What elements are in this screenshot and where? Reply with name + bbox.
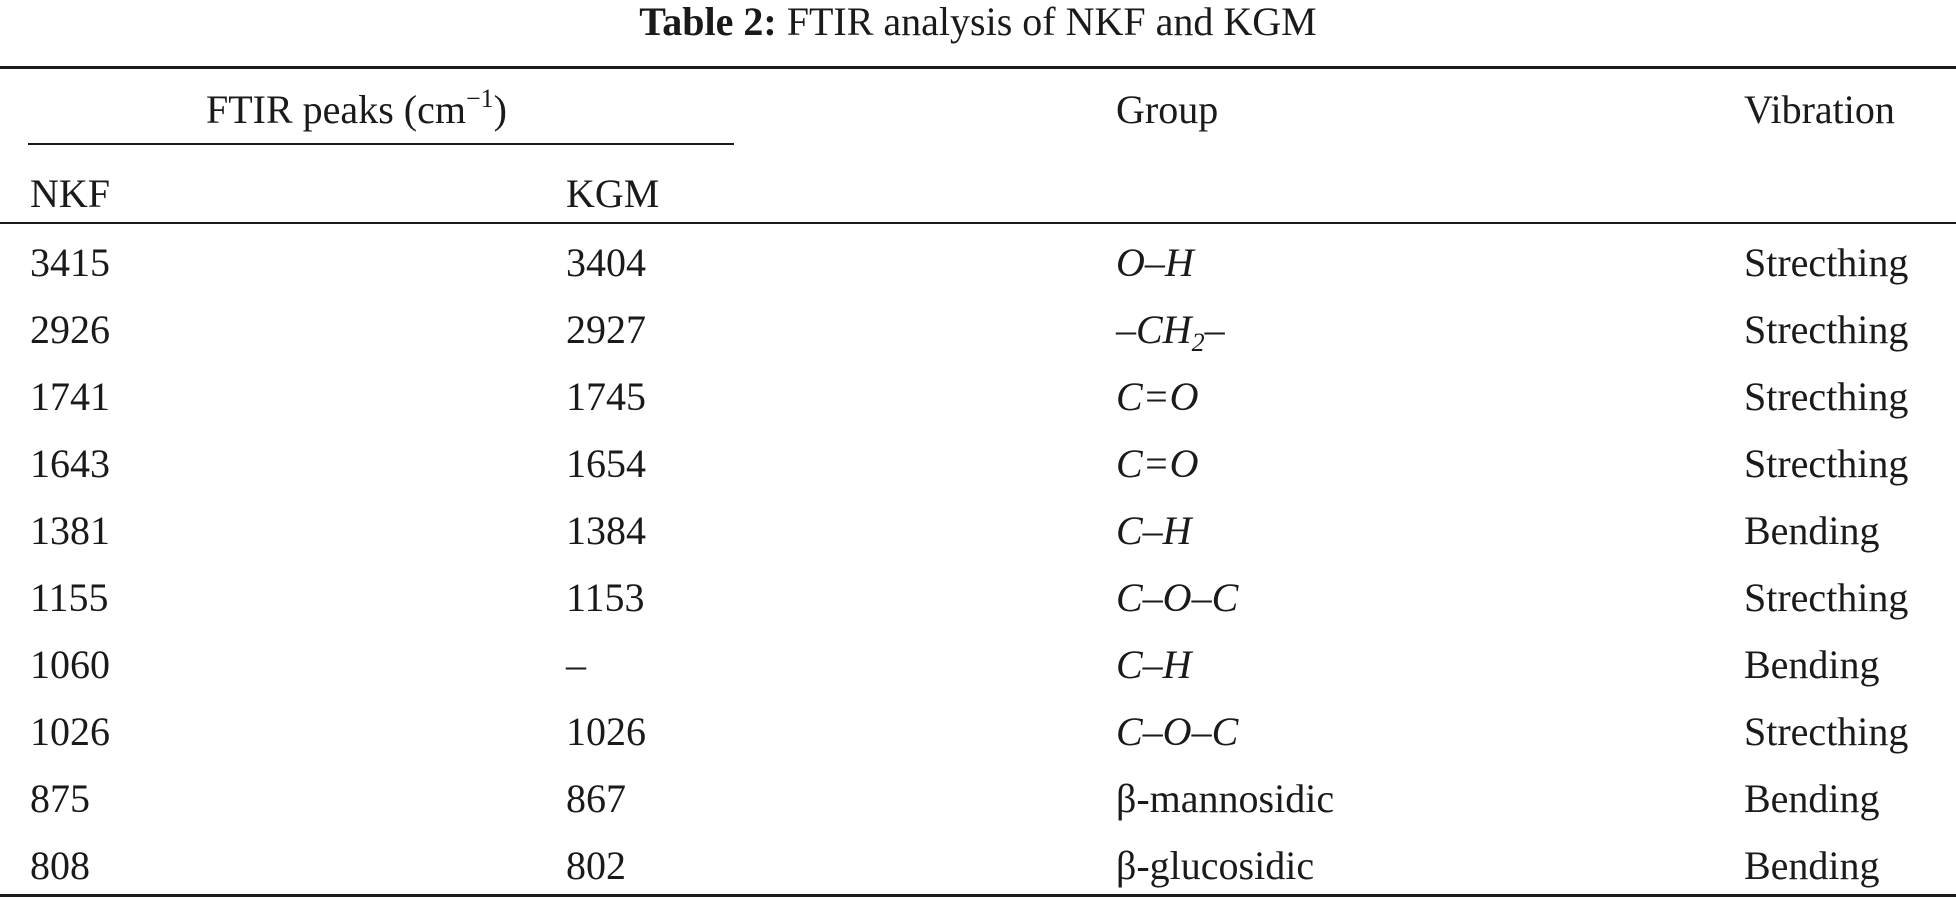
table-caption-text: FTIR analysis of NKF and KGM: [786, 0, 1317, 44]
cell-nkf: 1060: [30, 642, 110, 687]
cell-nkf: 3415: [30, 240, 110, 285]
header-ftir-peaks-underline: [28, 143, 734, 145]
cell-group: O–H: [1116, 240, 1194, 285]
cell-vibration: Strecthing: [1744, 575, 1909, 620]
table-caption: [0, 0, 1956, 44]
cell-group: [1116, 307, 1225, 357]
table-top-rule: [0, 66, 1956, 69]
cell-kgm: 1026: [566, 709, 646, 754]
cell-nkf: 1155: [30, 575, 109, 620]
cell-vibration: Strecthing: [1744, 441, 1909, 486]
cell-vibration: Bending: [1744, 843, 1880, 888]
cell-group-text-end: –: [1204, 307, 1225, 352]
cell-group-subscript: 2: [1191, 328, 1205, 357]
cell-kgm: 2927: [566, 307, 646, 352]
cell-nkf: 1643: [30, 441, 110, 486]
cell-nkf: 1741: [30, 374, 110, 419]
cell-nkf: 1026: [30, 709, 110, 754]
table-bottom-rule: [0, 894, 1956, 897]
cell-group: β-mannosidic: [1116, 776, 1335, 821]
table-header-rule: [0, 222, 1956, 224]
cell-group-text: –CH: [1116, 307, 1192, 352]
cell-group: C=O: [1116, 441, 1199, 486]
cell-group: C–O–C: [1116, 575, 1239, 620]
cell-kgm: 867: [566, 776, 626, 821]
cell-kgm: –: [566, 642, 586, 687]
cell-nkf: 875: [30, 776, 90, 821]
header-vibration: Vibration: [1744, 87, 1895, 132]
cell-kgm: 802: [566, 843, 626, 888]
cell-vibration: Bending: [1744, 776, 1880, 821]
header-ftir-peaks-text: FTIR peaks (cm: [206, 87, 466, 132]
cell-group: C=O: [1116, 374, 1199, 419]
cell-vibration: Bending: [1744, 642, 1880, 687]
cell-group: C–H: [1116, 642, 1192, 687]
cell-vibration: Strecthing: [1744, 374, 1909, 419]
cell-vibration: Strecthing: [1744, 307, 1909, 352]
table-caption-label: Table 2:: [639, 0, 777, 44]
header-group: Group: [1116, 87, 1219, 132]
header-ftir-peaks-close: ): [493, 87, 507, 132]
header-nkf: NKF: [30, 171, 111, 216]
header-ftir-peaks-unit-exponent: −1: [465, 84, 494, 113]
cell-kgm: 1384: [566, 508, 646, 553]
cell-group: β-glucosidic: [1116, 843, 1315, 888]
cell-group: C–O–C: [1116, 709, 1239, 754]
header-kgm: KGM: [566, 171, 660, 216]
cell-vibration: Strecthing: [1744, 709, 1909, 754]
cell-vibration: Bending: [1744, 508, 1880, 553]
cell-kgm: 3404: [566, 240, 646, 285]
cell-vibration: Strecthing: [1744, 240, 1909, 285]
cell-kgm: 1153: [566, 575, 645, 620]
cell-nkf: 808: [30, 843, 90, 888]
cell-group: C–H: [1116, 508, 1192, 553]
header-ftir-peaks: [206, 84, 507, 133]
cell-kgm: 1654: [566, 441, 646, 486]
cell-nkf: 2926: [30, 307, 110, 352]
cell-kgm: 1745: [566, 374, 646, 419]
cell-nkf: 1381: [30, 508, 110, 553]
